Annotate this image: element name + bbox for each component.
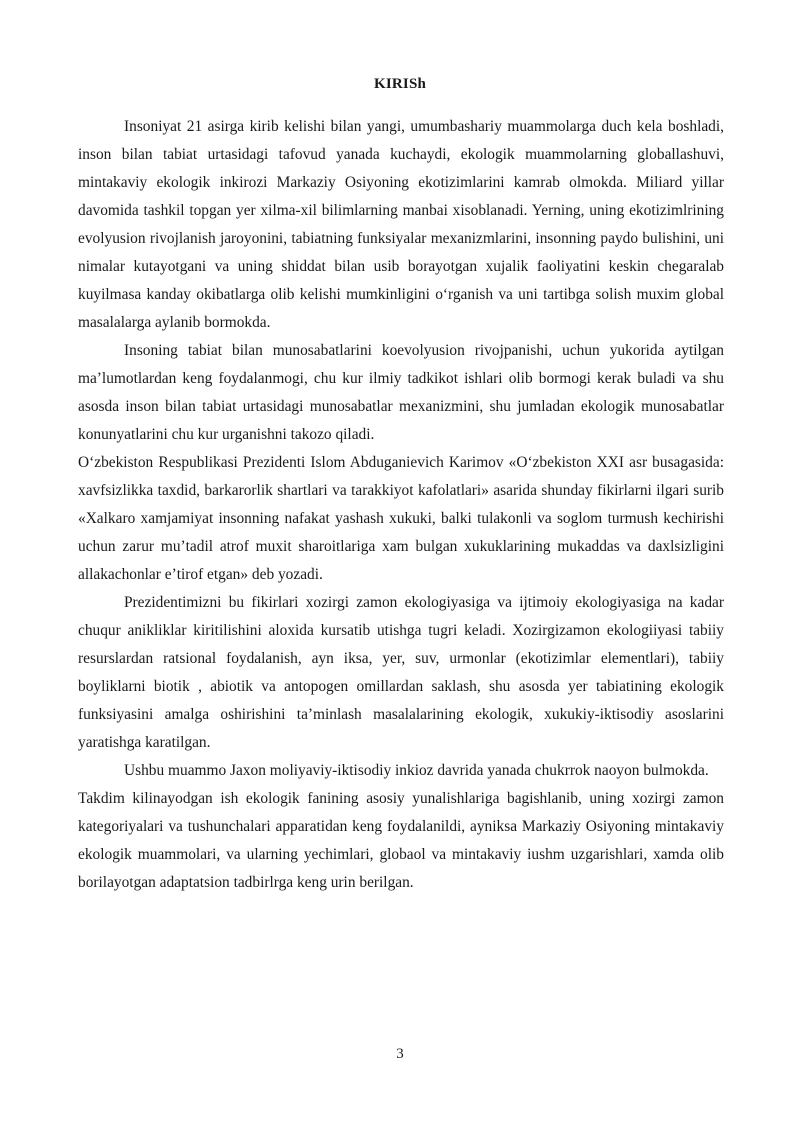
paragraph-modern-ecology: Prezidentimizni bu fikirlari xozirgi zamon ekologiyasiga va ijtimoiy ekologiyasiga na kadar chuqur anikliklar kiritilishini aloxida kursatib utishga tugri keladi. Xozirgizamon ekologiiyasi tabiiy resurslardan ratsional foydalanish, ayn iksa, yer, suv, urmonlar (ekotizimlar elementlari), tabiiy boyliklarni biotik , abiotik va antopogen omillardan saklash, shu asosda yer tabiatining ekologik funksiyasini amalga oshirishini taʼminlash masalalarining ekologik, xukukiy-iktisodiy asoslarini yaratishga karatilgan. [78, 594, 724, 751]
paragraph-crisis: Ushbu muammo Jaxon moliyaviy-iktisodiy inkioz davrida yanada chukrrok naoyon bulmokda. [124, 762, 709, 779]
paragraph-summary: Takdim kilinayodgan ish ekologik fanining asosiy yunalishlariga bagishlanib, uning xozirgi zamon kategoriyalari va tushunchalari apparatidan keng foydalanildi, ayniksa Markaziy Osiyoning mintakaviy ekologik muammolari, va ularning yechimlari, globaol va mintakaviy iushm uzgarishlari, xamda olib borilayotgan adaptatsion tadbirlrga keng urin berilgan. [78, 790, 724, 891]
body-text [78, 113, 724, 897]
section-title: KIRISh [373, 76, 427, 92]
page-number: 3 [396, 1046, 404, 1062]
paragraph-quote: Oʻzbekiston Respublikasi Prezidenti Islom Abduganievich Karimov «Oʻzbekiston XXI asr busagasida: xavfsizlikka taxdid, barkarorlik shartlari va tarakkiyot kafolatlari» asarida shunday fikirlarni ilgari surib «Xalkaro xamjamiyat insonning nafakat yashash xukuki, balki tulakonli va soglom turmush kechirishi uchun zarur muʼtadil atrof muxit sharoitlariga xam bulgan xukuklarining mukaddas va daxlsizligini allakachonlar eʼtirof etgan» deb yozadi. [78, 454, 724, 583]
paragraph-coevolution: Insoning tabiat bilan munosabatlarini koevolyusion rivojpanishi, uchun yukorida aytilgan maʼlumotlardan keng foydalanmogi, chu kur ilmiy tadkikot ishlari olib bormogi kerak buladi va shu asosda inson bilan tabiat urtasidagi munosabatlar mexanizmini, shu jumladan ekologik munosabatlar konunyatlarini chu kur urganishni takozo qiladi. [78, 342, 724, 443]
paragraph-intro: Insoniyat 21 asirga kirib kelishi bilan yangi, umumbashariy muammolarga duch kela boshladi, inson bilan tabiat urtasidagi tafovud yanada kuchaydi, ekologik muammolarning globallashuvi, mintakaviy ekologik inkirozi Markaziy Osiyoning ekotizimlarini kamrab olmokda. Miliard yillar davomida tashkil topgan yer xilma-xil bilimlarning manbai xisoblanadi. Yerning, uning ekotizimlrining evolyusion rivojlanish jaroyonini, tabiatning funksiyalar mexanizmlarini, insonning paydo bulishini, uni nimalar kutayotgani va uning shiddat bilan usib borayotgan xujalik faoliyatini keskin chegaralab kuyilmasa kanday okibatlarga olib kelishi mumkinligini oʻrganish va uni tartibga solish muxim global masalalarga aylanib bormokda. [78, 118, 724, 331]
